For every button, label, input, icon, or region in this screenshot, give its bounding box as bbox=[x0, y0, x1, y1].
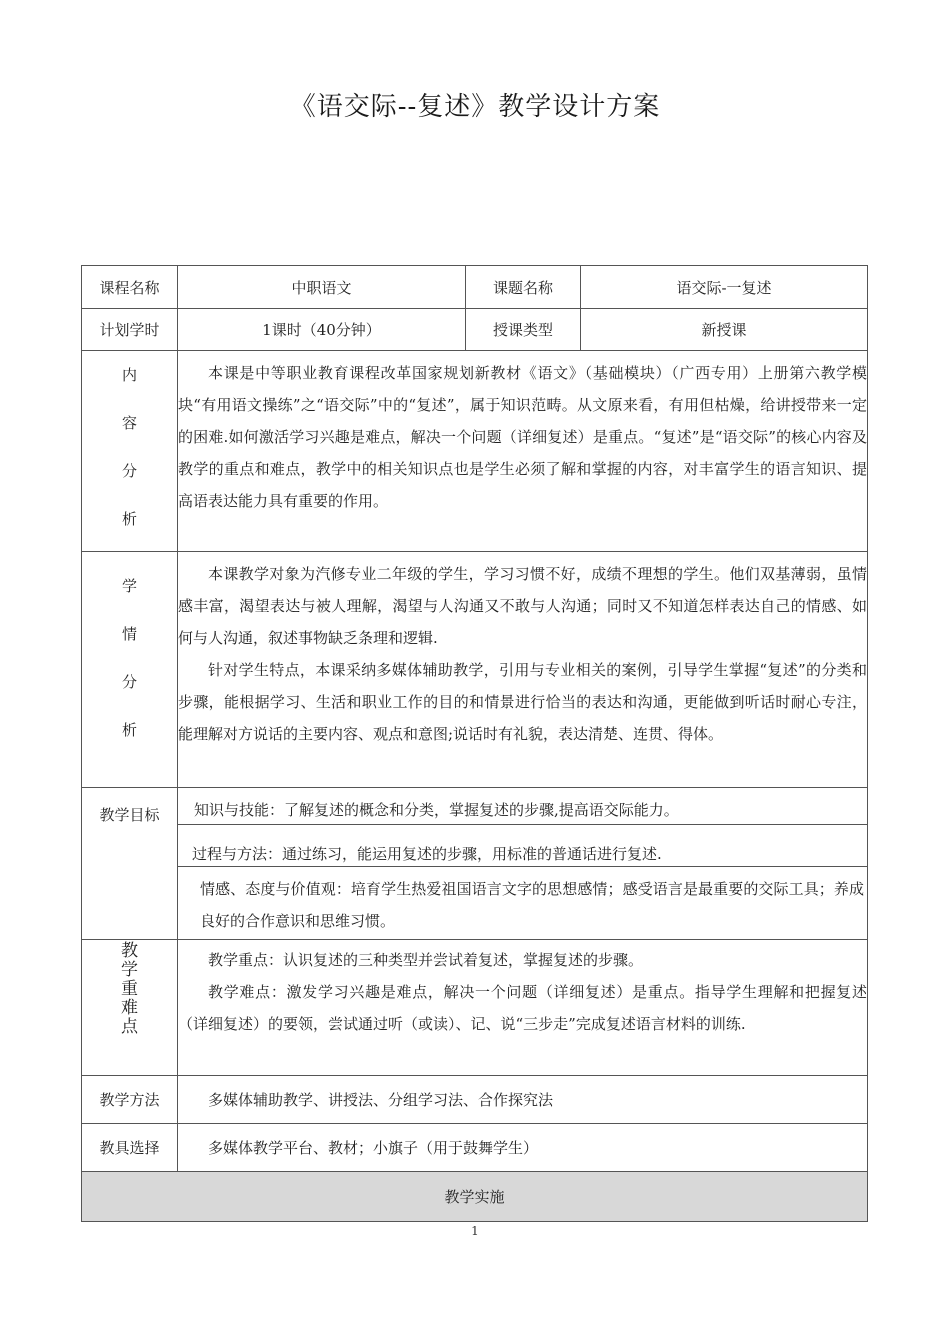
type-label: 授课类型 bbox=[466, 309, 581, 351]
objectives-label: 教学目标 bbox=[82, 788, 178, 940]
lesson-plan-table bbox=[81, 265, 868, 1222]
row-tools bbox=[82, 1124, 868, 1172]
document-title: 《语交际--复述》教学设计方案 bbox=[289, 92, 661, 122]
topic-value: 语交际-一复述 bbox=[581, 266, 868, 309]
type-value: 新授课 bbox=[581, 309, 868, 351]
row-objectives bbox=[82, 788, 868, 940]
objective-knowledge: 知识与技能：了解复述的概念和分类，掌握复述的步骤,提高语交际能力。 bbox=[178, 788, 867, 825]
hours-label: 计划学时 bbox=[82, 309, 178, 351]
objective-emotion: 情感、态度与价值观：培育学生热爱祖国语言文字的思想感情；感受语言是最重要的交际工具；养成良好的合作意识和思维习惯。 bbox=[200, 880, 864, 930]
tools-text: 多媒体教学平台、教材；小旗子（用于鼓舞学生） bbox=[178, 1124, 868, 1172]
page-number: 1 bbox=[471, 1224, 479, 1238]
topic-label: 课题名称 bbox=[466, 266, 581, 309]
row-methods bbox=[82, 1076, 868, 1124]
objective-process: 过程与方法：通过练习，能运用复述的步骤，用标准的普通话进行复述. bbox=[178, 825, 867, 867]
content-analysis-text: 本课是中等职业教育课程改革国家规划新教材《语文》（基础模块）（广西专用）上册第六教学模块“有用语文操练”之“语交际”中的“复述”，属于知识范畴。从文原来看，有用但枯燥，给讲授带来一定的困难.如何激活学习兴趣是难点，解决一个问题（详细复述）是重点。“复述”是“语交际”的核心内容及教学的重点和难点，教学中的相关知识点也是学生必须了解和掌握的内容，对丰富学生的语言知识、提高语表达能力具有重要的作用。 bbox=[178, 351, 868, 552]
methods-text: 多媒体辅助教学、讲授法、分组学习法、合作探究法 bbox=[178, 1076, 868, 1124]
hours-value: 1课时（40分钟） bbox=[178, 309, 466, 351]
key-points-text: 教学重点：认识复述的三种类型并尝试着复述，掌握复述的步骤。 教学难点：激发学习兴趣是难点，解决一个问题（详细复述）是重点。指导学生理解和把握复述（详细复述）的要领，尝试通过听（或读）、记、说“三步走”完成复述语言材料的训练. bbox=[178, 940, 868, 1076]
course-name-label: 课程名称 bbox=[82, 266, 178, 309]
row-student-analysis bbox=[82, 552, 868, 788]
row-course bbox=[82, 266, 868, 309]
row-hours bbox=[82, 309, 868, 351]
row-key-points bbox=[82, 940, 868, 1076]
implementation-header: 教学实施 bbox=[82, 1172, 868, 1222]
tools-label: 教具选择 bbox=[82, 1124, 178, 1172]
row-implementation bbox=[82, 1172, 868, 1222]
student-analysis-label: 学 情 分 析 bbox=[82, 552, 178, 788]
methods-label: 教学方法 bbox=[82, 1076, 178, 1124]
key-points-label: 教 学 重 难 点 bbox=[82, 940, 178, 1076]
objectives-cell bbox=[178, 788, 868, 940]
content-analysis-label: 内 容 分 析 bbox=[82, 351, 178, 552]
student-analysis-text: 本课教学对象为汽修专业二年级的学生，学习习惯不好，成绩不理想的学生。他们双基薄弱，虽情感丰富，渴望表达与被人理解，渴望与人沟通又不敢与人沟通；同时又不知道怎样表达自己的情感、如何与人沟通，叙述事物缺乏条理和逻辑. 针对学生特点，本课采纳多媒体辅助教学，引用与专业相关的案例，引导学生掌握“复述”的分类和步骤，能根据学习、生活和职业工作的目的和情景进行恰当的表达和沟通，更能做到听话时耐心专注，能理解对方说话的主要内容、观点和意图;说话时有礼貌，表达清楚、连贯、得体。 bbox=[178, 552, 868, 788]
row-content-analysis bbox=[82, 351, 868, 552]
course-name-value: 中职语文 bbox=[178, 266, 466, 309]
